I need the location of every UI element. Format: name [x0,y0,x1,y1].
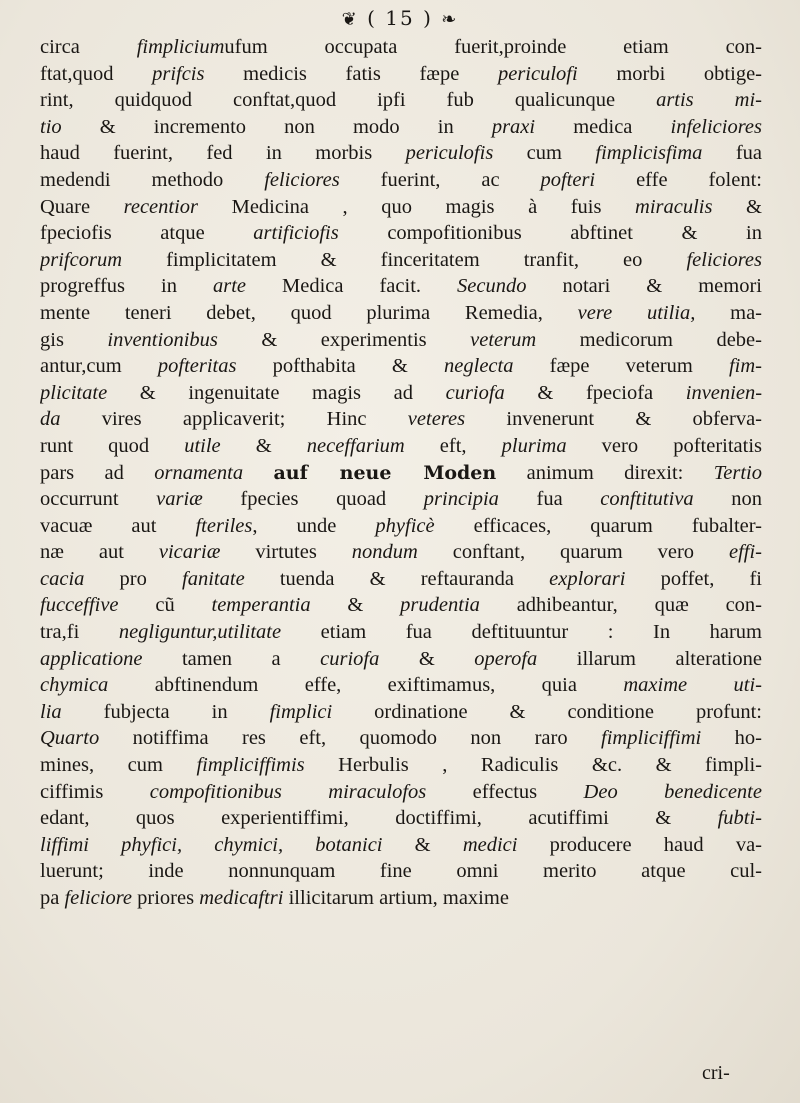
italic-run: feliciore [64,887,133,909]
italic-run: arte [212,275,246,298]
ornament-left-icon: ❦ [341,9,359,30]
text-run: & fpeciofa [504,381,686,404]
ornament-right-icon: ❧ [441,9,459,30]
text-run: mines, cum [40,754,197,777]
italic-run: compofitionibus miraculofos [149,780,427,803]
text-run: haud fuerint, fed in morbis [40,142,406,165]
italic-run: ornamenta [154,461,244,484]
text-run: eft, [404,434,502,457]
text-run: Quare [40,195,124,218]
text-run [243,462,273,484]
italic-run: curiofa [445,381,505,404]
text-line [40,61,762,88]
italic-run: cacia [40,567,85,590]
italic-run: fimpliciffimis [196,754,305,777]
text-run: Medicina , quo magis à fuis [198,195,636,218]
italic-run: pofteritas [157,355,237,378]
text-run: tamen a [142,647,321,670]
text-run: ufum occupata fuerit,proinde etiam con- [224,36,762,58]
italic-run: effi- [729,541,762,564]
page-number: ( 15 ) [367,6,433,30]
italic-run: plurima [501,434,567,457]
text-run: notiffima res eft, quomodo non raro [99,727,602,750]
text-run: ciffimis [40,780,150,803]
text-line [40,433,762,460]
italic-run: feliciores [686,248,762,271]
italic-run: vicariæ [158,541,221,564]
text-run: edant, quos experientiffimi, doctiffimi, acutiffimi & [40,807,718,830]
text-run: producere haud va- [517,833,762,856]
text-run: medicis fatis fæpe [204,62,498,85]
italic-run: Tertio [713,461,762,484]
text-run: & [379,647,475,670]
text-line [40,486,762,513]
italic-run: fimpliciffimi [601,727,702,750]
italic-run: fucceffive [40,594,119,617]
italic-run: applicatione [40,647,143,670]
text-run: cũ [118,594,212,617]
italic-run: temperantia [211,594,311,617]
italic-run: prudentia [400,594,480,617]
italic-run: principia [423,488,499,511]
italic-run: Deo benedicente [583,780,762,803]
italic-run: medici [462,833,518,856]
italic-run: Secundo [457,275,527,298]
text-run: ftat,quod [40,62,153,85]
text-line [40,725,762,752]
text-line [40,247,762,274]
italic-run: fimplici [269,700,333,723]
text-line [40,406,762,433]
text-run: rint, quidquod conftat,quod ipfi fub qualicunque [40,89,657,112]
italic-run: neglecta [444,355,514,378]
text-run: gis [40,328,108,351]
text-run: & [712,195,762,218]
text-run: fua [702,142,762,165]
italic-run: conftitutiva [600,488,694,511]
italic-run: phyficè [375,514,435,537]
text-line [40,87,762,114]
text-run: adhibeantur, quæ con- [479,594,762,617]
text-run: fæpe veterum [513,355,729,378]
text-run: ma- [695,301,762,324]
text-run: & [220,434,307,457]
italic-run: vere utilia, [577,301,696,324]
italic-run: nondum [351,541,418,564]
text-run: ordinatione & conditione profunt: [332,700,762,723]
text-line [40,220,762,247]
text-run: vero pofteritatis [566,434,762,457]
text-run: priores [132,887,200,909]
text-run: medica [535,115,671,138]
text-run: fuerint, ac [339,168,541,191]
text-line [40,566,762,593]
italic-run: curiofa [320,647,380,670]
text-run: etiam fua deftituuntur : In harum [281,621,762,644]
text-run: & ingenuitate magis ad [107,381,446,404]
italic-run: variæ [156,488,203,511]
text-run: luerunt; inde nonnunquam fine omni merito atque cul- [40,860,762,883]
text-run: pofthabita & [236,355,445,378]
text-line [40,672,762,699]
italic-run: praxi [491,115,536,138]
italic-run: fimplicisfima [595,142,703,165]
text-run: conftant, quarum vero [417,541,729,564]
text-run: ho- [701,727,762,750]
body-text [40,34,762,912]
text-line [40,539,762,566]
italic-run: utile [184,434,221,457]
text-line [40,167,762,194]
text-line [40,34,762,61]
text-line [40,353,762,380]
text-run: poffet, fi [625,567,762,590]
italic-run: artificiofis [253,222,339,245]
italic-run: fimplicium [136,36,225,58]
italic-run: inventionibus [107,328,218,351]
text-run: Herbulis , Radiculis &c. & fimpli- [304,754,762,777]
italic-run: explorari [549,567,626,590]
text-line [40,885,762,912]
text-run: effe folent: [595,168,762,191]
text-run: vacuæ aut [40,514,196,537]
text-run: pa [40,887,65,909]
italic-run: feliciores [264,168,340,191]
text-line [40,619,762,646]
text-line [40,300,762,327]
text-run: fpecies quoad [202,488,424,511]
text-run: næ aut [40,541,159,564]
italic-run: Quarto [40,727,100,750]
text-line [40,779,762,806]
italic-run: liffimi phyfici, chymici, botanici [40,833,383,856]
text-run: notari & memori [526,275,762,298]
page-header [0,6,800,30]
italic-run: chymica [40,674,109,697]
text-run: antur,cum [40,355,158,378]
text-run: invenerunt & obferva- [465,408,762,431]
text-run: cum [493,142,596,165]
text-line [40,140,762,167]
text-run: progreffus in [40,275,213,298]
italic-run: lia [40,700,62,723]
italic-run: veterum [470,328,537,351]
text-run: pro [84,567,183,590]
text-run: animum direxit: [496,461,714,484]
text-line [40,114,762,141]
italic-run: prifcis [152,62,205,85]
italic-run: plicitate [40,381,108,404]
text-line [40,858,762,885]
text-line [40,752,762,779]
text-run: non [693,488,762,511]
text-run: effectus [426,780,584,803]
italic-run: miraculis [635,195,713,218]
italic-run: pofteri [540,168,596,191]
italic-run: maxime uti- [623,674,762,697]
text-run: fubjecta in [61,700,270,723]
text-run: compofitionibus abftinet & in [338,222,762,245]
text-run: & incremento non modo in [61,115,492,138]
italic-run: fim- [728,355,762,378]
text-line [40,380,762,407]
text-run: tuenda & reftauranda [244,567,550,590]
text-run: efficaces, quarum fubalter- [434,514,762,537]
text-run: medendi methodo [40,168,265,191]
italic-run: invenien- [685,381,762,404]
text-run: & [310,594,401,617]
italic-run: infeliciores [670,115,762,138]
text-run: pars ad [40,461,155,484]
blackletter-run: auf neue Moden [273,461,497,484]
italic-run: operofa [474,647,538,670]
text-line [40,460,762,487]
text-run: fua [498,488,601,511]
italic-run: fubti- [717,807,762,830]
text-line [40,592,762,619]
text-run: occurrunt [40,488,157,511]
text-line [40,699,762,726]
text-run: morbi obtige- [577,62,762,85]
text-line [40,646,762,673]
italic-run: tio [40,115,62,138]
text-run: runt quod [40,434,185,457]
text-run: vires applicaverit; Hinc [60,408,408,431]
text-run: fimplicitatem & finceritatem tranfit, eo [122,248,687,271]
text-line [40,327,762,354]
italic-run: recentior [123,195,199,218]
catchword: cri- [702,1062,730,1084]
text-line [40,832,762,859]
italic-run: negliguntur,utilitate [118,621,282,644]
italic-run: artis mi- [656,89,762,112]
text-run: illarum alteratione [537,647,762,670]
text-run: circa [40,36,137,58]
italic-run: fanitate [182,567,245,590]
italic-run: periculofi [497,62,578,85]
text-run: abftinendum effe, exiftimamus, quia [108,674,624,697]
text-line [40,194,762,221]
text-run: medicorum debe- [536,328,762,351]
italic-run: fteriles [195,514,253,537]
italic-run: medicaftri [199,887,284,909]
text-run: , unde [252,514,376,537]
text-line [40,805,762,832]
text-run: fpeciofis atque [40,222,254,245]
text-run: Medica facit. [246,275,458,298]
text-run: mente teneri debet, quod plurima Remedia, [40,301,578,324]
text-run: virtutes [220,541,352,564]
italic-run: veteres [407,408,466,431]
text-run: & [382,833,463,856]
italic-run: da [40,408,61,431]
text-line [40,513,762,540]
text-run: & experimentis [217,328,471,351]
text-run: tra,fi [40,621,119,644]
italic-run: neceffarium [306,434,405,457]
text-run: illicitarum artium, maxime [283,887,509,909]
text-line [40,273,762,300]
italic-run: prifcorum [40,248,122,271]
italic-run: periculofis [405,142,494,165]
